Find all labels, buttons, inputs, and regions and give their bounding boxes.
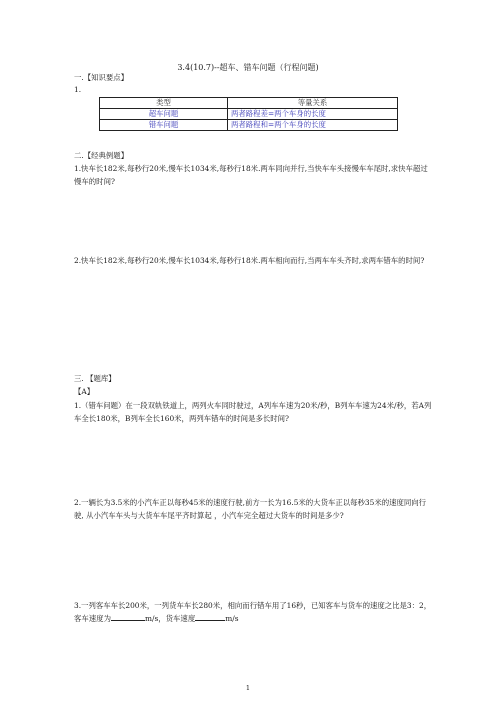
table-row — [100, 120, 398, 131]
page-number: 1 — [245, 684, 251, 692]
section2-heading: 二.【经典例题】 — [74, 151, 129, 160]
example-question-2: 2.快车长182米,每秒行20米,慢车长1034米,每秒行18米.两车相向而行,当两车车头齐时,求两车错车的时间? — [74, 256, 425, 265]
answer-blank-freight-speed[interactable] — [195, 612, 225, 621]
bank-question-1: 1.（错车问题）在一段双轨铁道上，两列火车同时驶过，A列车车速为20米/秒，B列车车速为24米/秒，若A列车全长180米，B列车全长160米，两列车错车的时间是多长时间? — [74, 401, 432, 423]
q3-text-part3: m/s — [225, 614, 239, 623]
level-label: 【A】 — [74, 387, 95, 396]
example-question-1: 1.快车长182米,每秒行20米,慢车长1034米,每秒行18米.两车同向并行,当快车车头接慢车车尾时,求快车超过慢车的时间? — [74, 164, 428, 186]
section1-heading: 一.【知识要点】 — [74, 73, 129, 82]
table-header-type: 类型 — [100, 98, 228, 109]
section3-heading: 三. 【题库】 — [74, 374, 116, 383]
table-cell: 错车问题 — [100, 120, 228, 131]
table-cell: 两者路程差=两个车身的长度 — [228, 109, 398, 120]
table-header-row — [100, 98, 398, 109]
bank-question-2: 2.一辆长为3.5米的小汽车正以每秒45米的速度行驶,前方一长为16.5米的大货车正以每秒35米的速度同向行驶, 从小汽车车头与大货车车尾平齐时算起 ，小汽车完全超过大货车的时间是多少? — [74, 498, 427, 520]
table-row — [100, 109, 398, 120]
q3-text-part1: 3.一列客车车长200米，一列货车车长280米，相向而行错车用了16秒，已知客车与货车的速度之比是3：2，客车速度为 — [74, 601, 432, 623]
page-title: 3.4(10.7)--超车、错车问题（行程问题) — [177, 63, 319, 72]
answer-blank-passenger-speed[interactable] — [111, 612, 145, 621]
q3-text-part2: m/s，货车速度 — [144, 614, 196, 623]
table-cell: 超车问题 — [100, 109, 228, 120]
table-cell: 两者路程和=两个车身的长度 — [228, 120, 398, 131]
section1-item-number: 1. — [74, 85, 82, 94]
bank-question-3 — [74, 599, 434, 625]
table-header-relation: 等量关系 — [228, 98, 398, 109]
knowledge-table — [99, 97, 398, 131]
